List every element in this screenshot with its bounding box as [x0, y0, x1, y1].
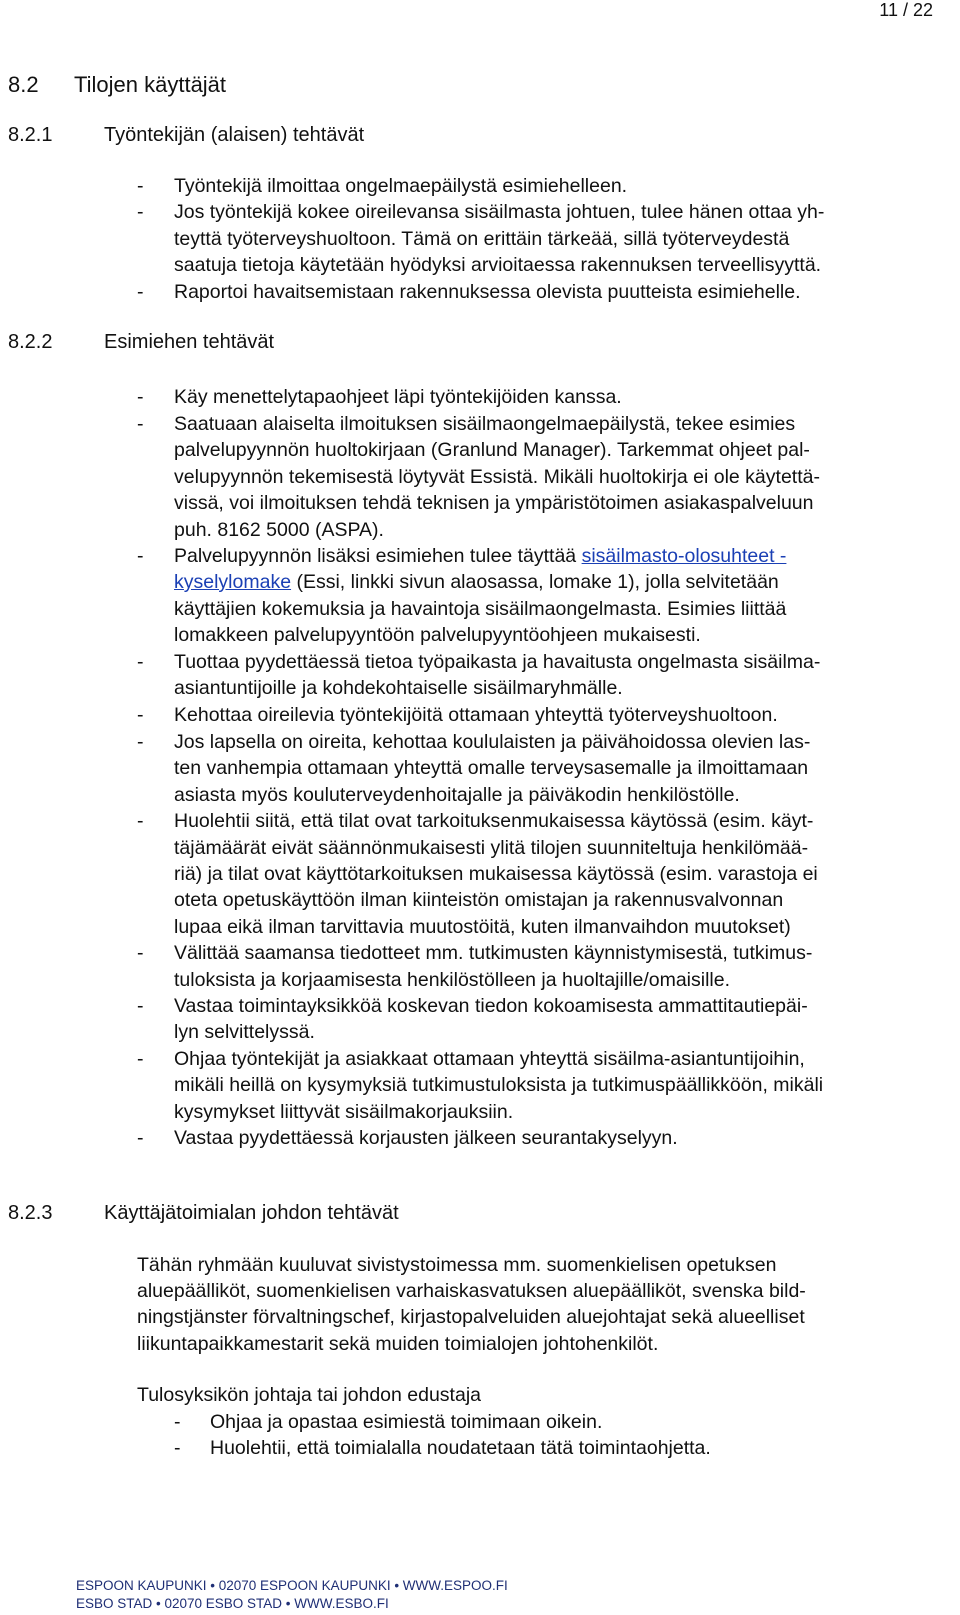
paragraph-line: ningstjänster förvaltningschef, kirjastopalveluiden aluejohtajat sekä alueelliset — [137, 1306, 805, 1328]
bullet-dash: - — [174, 1411, 181, 1433]
bullet-dash: - — [137, 995, 144, 1017]
section-heading — [8, 72, 226, 98]
form-link[interactable]: kyselylomake — [174, 571, 292, 593]
bullet-dash: - — [137, 810, 144, 832]
list-line: Raportoi havaitsemistaan rakennuksessa olevista puutteista esimiehelle. — [174, 281, 801, 303]
paragraph-line: liikuntapaikkamestarit sekä muiden toimialojen johtohenkilöt. — [137, 1333, 659, 1355]
list-line: teyttä työterveyshuoltoon. Tämä on erittäin tärkeää, sillä työterveydestä — [174, 228, 790, 250]
subsection-title: Työntekijän (alaisen) tehtävät — [104, 124, 365, 146]
list-line: Tuottaa pyydettäessä tietoa työpaikasta ja havaitusta ongelmasta sisäilma- — [174, 651, 821, 673]
list-line: saatuja tietoja käytetään hyödyksi arvioitaessa rakennuksen terveellisyyttä. — [174, 254, 822, 276]
list-line: asiasta myös kouluterveydenhoitajalle ja päiväkodin henkilöstölle. — [174, 784, 740, 806]
list-line: palvelupyynnön huoltokirjaan (Granlund Manager). Tarkemmat ohjeet pal- — [174, 439, 810, 461]
list-line: käyttäjien kokemuksia ja havaintoja sisäilmaongelmasta. Esimies liittää — [174, 598, 787, 620]
list-line: asiantuntijoille ja kohdekohtaiselle sisäilmaryhmälle. — [174, 677, 623, 699]
list-line: Huolehtii siitä, että tilat ovat tarkoituksenmukaisessa käytössä (esim. käyt- — [174, 810, 814, 832]
list-line: Käy menettelytapaohjeet läpi työntekijöiden kanssa. — [174, 386, 622, 408]
bullet-dash: - — [137, 1048, 144, 1070]
bullet-dash: - — [174, 1437, 181, 1459]
bullet-dash: - — [137, 201, 144, 223]
bullet-dash: - — [137, 1127, 144, 1149]
list-line: kysymykset liittyvät sisäilmakorjauksiin. — [174, 1101, 514, 1123]
bullet-dash: - — [137, 704, 144, 726]
subsection-822-heading — [8, 331, 274, 354]
subsection-823-heading — [8, 1202, 399, 1225]
page-number: 11 / 22 — [879, 0, 933, 20]
bullet-dash: - — [137, 545, 144, 567]
bullet-dash: - — [137, 731, 144, 753]
paragraph-line: Tähän ryhmään kuuluvat sivistystoimessa mm. suomenkielisen opetuksen — [137, 1254, 777, 1276]
list-line: Ohjaa työntekijät ja asiakkaat ottamaan yhteyttä sisäilma-asiantuntijoihin, — [174, 1048, 805, 1070]
subsection-821-heading — [8, 124, 364, 147]
list-line: vissä, voi ilmoituksen tehdä teknisen ja ympäristötoimen asiakaspalveluun — [174, 492, 814, 514]
subsection-number: 8.2.1 — [8, 124, 53, 146]
list-line: Välittää saamansa tiedotteet mm. tutkimusten käynnistymisestä, tutkimus- — [174, 942, 813, 964]
list-line: Jos työntekijä kokee oireilevansa sisäilmasta johtuen, tulee hänen ottaa yh- — [174, 201, 825, 223]
form-link[interactable]: sisäilmasto-olosuhteet - — [581, 545, 787, 567]
footer-line-sv: ESBO STAD • 02070 ESBO STAD • WWW.ESBO.FI — [76, 1596, 389, 1611]
bullet-dash: - — [137, 281, 144, 303]
subsection-number: 8.2.3 — [8, 1202, 53, 1224]
list-line: Ohjaa ja opastaa esimiestä toimimaan oikein. — [210, 1411, 603, 1433]
line-text: Palvelupyynnön lisäksi esimiehen tulee täyttää — [174, 545, 582, 567]
list-line: Vastaa toimintayksikköä koskevan tiedon kokoamisesta ammattitautiepäi- — [174, 995, 808, 1017]
list-line — [174, 569, 779, 595]
list-line — [174, 543, 786, 569]
list-line: Kehottaa oireilevia työntekijöitä ottamaan yhteyttä työterveyshuoltoon. — [174, 704, 778, 726]
subsection-title: Esimiehen tehtävät — [104, 331, 275, 353]
footer-line-fi: ESPOON KAUPUNKI • 02070 ESPOON KAUPUNKI • WWW.ESPOO.FI — [76, 1578, 508, 1593]
bullet-dash: - — [137, 175, 144, 197]
list-line: Huolehtii, että toimialalla noudatetaan tätä toimintaohjetta. — [210, 1437, 711, 1459]
paragraph-line: aluepäälliköt, suomenkielisen varhaiskasvatuksen aluepäälliköt, svenska bild- — [137, 1280, 806, 1302]
list-line: lyn selvittelyssä. — [174, 1021, 315, 1043]
list-line: lupaa eikä ilman tarvittavia muutostöitä, kuten ilmanvaihdon muutokset) — [174, 916, 791, 938]
line-text: (Essi, linkki sivun alaosassa, lomake 1), jolla selvitetään — [291, 571, 779, 593]
list-line: ten vanhempia ottamaan yhteyttä omalle terveysasemalle ja ilmoittamaan — [174, 757, 809, 779]
subsection-title: Käyttäjätoimialan johdon tehtävät — [104, 1202, 399, 1224]
list-line: lomakkeen palvelupyyntöön palvelupyyntöohjeen mukaisesti. — [174, 624, 701, 646]
list-line: Jos lapsella on oireita, kehottaa koululaisten ja päivähoidossa olevien las- — [174, 731, 811, 753]
section-number: 8.2 — [8, 72, 39, 97]
list-line: oteta opetuskäyttöön ilman kiinteistön omistajan ja rakennusvalvonnan — [174, 889, 784, 911]
bullet-dash: - — [137, 942, 144, 964]
lead-line: Tulosyksikön johtaja tai johdon edustaja — [137, 1384, 481, 1406]
list-line: riä) ja tilat ovat käyttötarkoituksen mukaisessa käytössä (esim. varastoja ei — [174, 863, 818, 885]
bullet-dash: - — [137, 413, 144, 435]
section-title: Tilojen käyttäjät — [74, 72, 227, 97]
bullet-dash: - — [137, 386, 144, 408]
list-line: täjämäärät eivät säännönmukaisesti ylitä tilojen suunniteltuja henkilömää- — [174, 837, 809, 859]
list-line: velupyynnön tekemisestä löytyvät Essistä. Mikäli huoltokirja ei ole käytettä- — [174, 466, 820, 488]
subsection-number: 8.2.2 — [8, 331, 53, 353]
list-line: Työntekijä ilmoittaa ongelmaepäilystä esimiehelleen. — [174, 175, 628, 197]
list-line: mikäli heillä on kysymyksiä tutkimustuloksista ja tutkimuspäällikköön, mikäli — [174, 1074, 824, 1096]
list-line: puh. 8162 5000 (ASPA). — [174, 519, 384, 541]
list-line: tuloksista ja korjaamisesta henkilöstölleen ja huoltajille/omaisille. — [174, 969, 731, 991]
bullet-dash: - — [137, 651, 144, 673]
list-line: Saatuaan alaiselta ilmoituksen sisäilmaongelmaepäilystä, tekee esimies — [174, 413, 796, 435]
list-line: Vastaa pyydettäessä korjausten jälkeen seurantakyselyyn. — [174, 1127, 678, 1149]
